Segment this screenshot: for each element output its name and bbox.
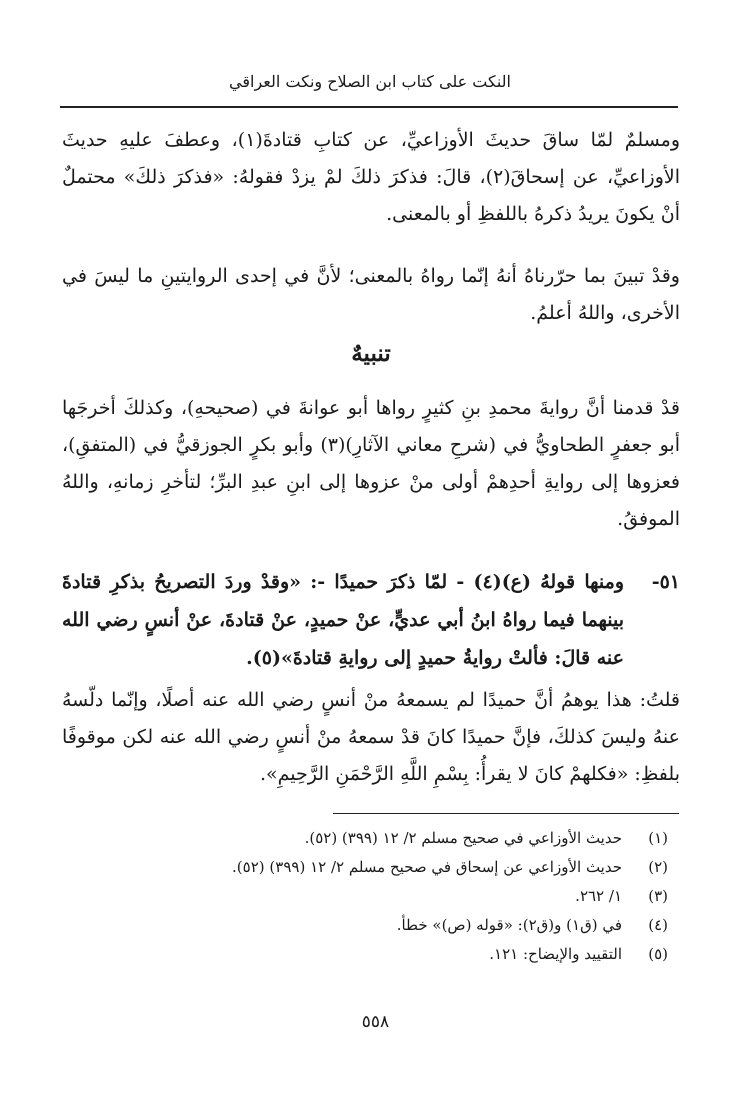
paragraph-4: قلتُ: هذا يوهمُ أنَّ حميدًا لم يسمعهُ منْ أنسٍ رضي الله عنه أصلًا، وإنّما دلّسهُ عنهُ وليسَ كذلكَ، فإنَّ حميدًا كانَ قدْ سمعهُ منْ أنسٍ رضي الله عنه لكن موقوفًا بلفظِ: «فكلهمْ كانَ لا يقرأُ: بِسْمِ اللَّهِ الرَّحْمَنِ الرَّحِيمِ». (62, 689, 680, 785)
footnote-number: (٤) (648, 915, 668, 934)
item-number: ٥١- (651, 571, 680, 593)
paragraph-3: قدْ قدمنا أنَّ روايةَ محمدِ بنِ كثيرٍ رواها أبو عوانةَ في (صحيحهِ)، وكذلكَ أخرجَها أبو جعفرٍ الطحاويُّ في (شرحِ معاني الآثارِ)(٣) وأبو بكرٍ الجوزقيُّ في (المتفقِ)، فعزوها إلى روايةِ أحدِهمْ أولى منْ عزوها إلى ابنِ عبدِ البرِّ؛ لتأخرِ زمانهِ، واللهُ الموفقُ. (62, 397, 680, 530)
footnote-number: (٥) (648, 944, 668, 963)
footnote-text: ١/ ٢٦٢. (575, 886, 622, 905)
footnote-number: (٣) (648, 886, 668, 905)
footnote-text: حديث الأوزاعي في صحيح مسلم ٢/ ١٢ (٣٩٩) (٥٢). (304, 828, 622, 847)
footnote-text: حديث الأوزاعي عن إسحاق في صحيح مسلم ٢/ ١٢ (٣٩٩) (٥٢). (232, 857, 622, 876)
numbered-item-51 (62, 563, 680, 677)
header-divider (60, 106, 678, 108)
footnote-divider (333, 813, 679, 814)
footnote-text: في (ق١) و(ق٢): «قوله (ص)» خطأ. (396, 915, 622, 934)
item-text: ومنها قولهُ (ع)(٤) - لمّا ذكرَ حميدًا -: «وقدْ وردَ التصريحُ بذكرِ قتادةَ بينهما فيما رواهُ ابنُ أبي عديٍّ، عنْ حميدٍ، عنْ قتادةَ، عنْ أنسٍ رضي الله عنه قالَ: فألتْ روايةُ حميدٍ إلى روايةِ قتادةَ»(٥). (62, 571, 624, 669)
footnotes (62, 823, 668, 968)
paragraph-2: وقدْ تبينَ بما حرّرناهُ أنهُ إنّما رواهُ بالمعنى؛ لأنَّ في إحدى الروايتينِ ما ليسَ في الأخرى، واللهُ أعلمُ. (62, 265, 680, 324)
running-header: النكت على كتاب ابن الصلاح ونكت العراقي (229, 72, 511, 91)
footnote-5 (62, 939, 668, 968)
footnote-2 (62, 852, 668, 881)
footnote-text: التقييد والإيضاح: ١٢١. (489, 944, 622, 963)
footnote-3 (62, 881, 668, 910)
footnote-number: (٢) (648, 857, 668, 876)
footnote-number: (١) (648, 828, 668, 847)
section-heading: تنبيهٌ (351, 340, 391, 367)
paragraph-1: ومسلمٌ لمّا ساقَ حديثَ الأوزاعيِّ، عن كتابِ قتادةَ(١)، وعطفَ عليهِ حديثَ الأوزاعيِّ، عن إسحاقَ(٢)، قالَ: فذكرَ ذلكَ لمْ يزدْ فقولهُ: «فذكرَ ذلكَ» محتملٌ أنْ يكونَ يريدُ ذكرهُ باللفظِ أو بالمعنى. (62, 129, 680, 225)
footnote-4 (62, 910, 668, 939)
footnote-1 (62, 823, 668, 852)
page-number: ٥٥٨ (361, 1012, 390, 1032)
